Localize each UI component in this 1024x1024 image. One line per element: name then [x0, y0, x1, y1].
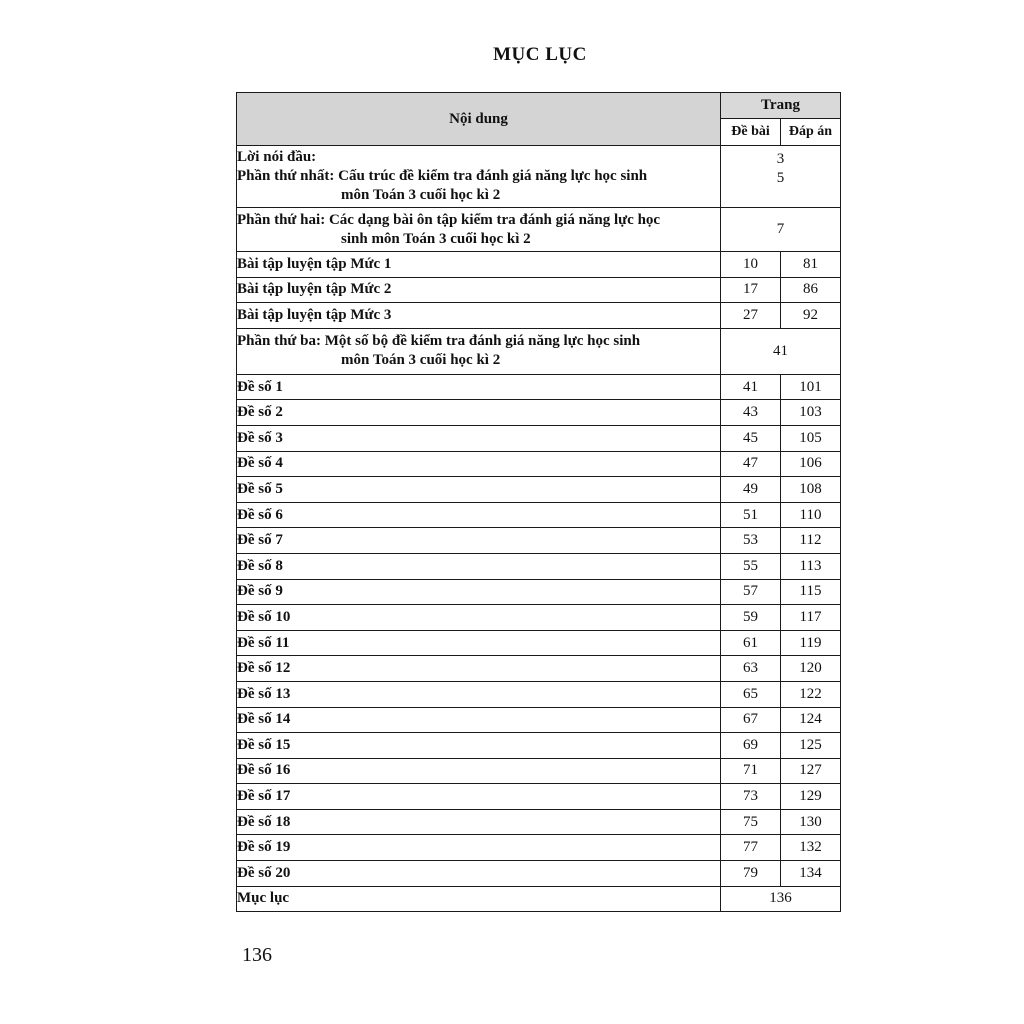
practice-row-de-bai: 17: [721, 277, 781, 303]
test-row-dap-an: 117: [781, 605, 841, 631]
test-row-dap-an: 106: [781, 451, 841, 477]
test-row-label: Đề số 12: [237, 656, 721, 682]
test-row-dap-an: 120: [781, 656, 841, 682]
toc-row-phan-2: [237, 208, 841, 252]
test-row-dap-an: 130: [781, 809, 841, 835]
test-row-label: Đề số 5: [237, 477, 721, 503]
test-row: [237, 553, 841, 579]
test-row-de-bai: 79: [721, 861, 781, 887]
test-row-dap-an: 132: [781, 835, 841, 861]
test-row-dap-an: 105: [781, 425, 841, 451]
test-row-de-bai: 77: [721, 835, 781, 861]
test-row-dap-an: 119: [781, 630, 841, 656]
test-row-de-bai: 53: [721, 528, 781, 554]
test-row: [237, 784, 841, 810]
muc-luc-label: Mục lục: [237, 886, 721, 912]
test-row-label: Đề số 18: [237, 809, 721, 835]
phan-2-page: 7: [721, 208, 841, 252]
test-row-dap-an: 108: [781, 477, 841, 503]
test-row-de-bai: 51: [721, 502, 781, 528]
test-row-dap-an: 134: [781, 861, 841, 887]
test-row-dap-an: 103: [781, 400, 841, 426]
test-row-de-bai: 55: [721, 553, 781, 579]
header-trang: Trang: [721, 93, 841, 119]
test-row-dap-an: 127: [781, 758, 841, 784]
page-title: MỤC LỤC: [493, 44, 587, 65]
test-row: [237, 707, 841, 733]
test-row-dap-an: 125: [781, 733, 841, 759]
phan-1-line-2: môn Toán 3 cuối học kì 2: [341, 187, 501, 203]
test-row-de-bai: 73: [721, 784, 781, 810]
test-row-de-bai: 43: [721, 400, 781, 426]
practice-row-label: Bài tập luyện tập Mức 2: [237, 277, 721, 303]
test-row-dap-an: 115: [781, 579, 841, 605]
practice-row-de-bai: 27: [721, 303, 781, 329]
test-row: [237, 451, 841, 477]
test-row: [237, 809, 841, 835]
test-row: [237, 835, 841, 861]
phan-1-page: 5: [776, 170, 785, 186]
test-row-label: Đề số 10: [237, 605, 721, 631]
phan-1-line-1: Phần thứ nhất: Cấu trúc đề kiểm tra đánh giá năng lực học sinh: [237, 168, 648, 184]
test-row: [237, 861, 841, 887]
page-number: 136: [242, 944, 272, 966]
test-row-de-bai: 67: [721, 707, 781, 733]
test-row-label: Đề số 20: [237, 861, 721, 887]
practice-row-dap-an: 81: [781, 252, 841, 278]
test-row-dap-an: 101: [781, 374, 841, 400]
practice-row-dap-an: 92: [781, 303, 841, 329]
toc-table: [236, 92, 841, 912]
test-row-de-bai: 75: [721, 809, 781, 835]
toc-row-intro: [237, 146, 841, 208]
practice-row-label: Bài tập luyện tập Mức 1: [237, 252, 721, 278]
practice-row-de-bai: 10: [721, 252, 781, 278]
test-row: [237, 374, 841, 400]
test-row-de-bai: 65: [721, 681, 781, 707]
toc-row-muc-luc: [237, 886, 841, 912]
test-row-label: Đề số 6: [237, 502, 721, 528]
test-row-dap-an: 112: [781, 528, 841, 554]
test-row: [237, 579, 841, 605]
test-row: [237, 605, 841, 631]
test-row-de-bai: 45: [721, 425, 781, 451]
test-row: [237, 733, 841, 759]
toc-row-phan-3: [237, 328, 841, 374]
test-row-label: Đề số 3: [237, 425, 721, 451]
test-row: [237, 400, 841, 426]
test-row-label: Đề số 7: [237, 528, 721, 554]
test-row-dap-an: 110: [781, 502, 841, 528]
phan-2-line-1: Phần thứ hai: Các dạng bài ôn tập kiểm tra đánh giá năng lực học: [237, 211, 661, 228]
test-row-de-bai: 69: [721, 733, 781, 759]
phan-3-line-1: Phần thứ ba: Một số bộ đề kiểm tra đánh giá năng lực học sinh: [237, 333, 641, 350]
test-row-de-bai: 61: [721, 630, 781, 656]
test-row-dap-an: 129: [781, 784, 841, 810]
test-row-de-bai: 71: [721, 758, 781, 784]
loi-noi-dau: Lời nói đầu:: [237, 149, 317, 165]
test-row-dap-an: 122: [781, 681, 841, 707]
test-row: [237, 502, 841, 528]
test-row-de-bai: 57: [721, 579, 781, 605]
test-row: [237, 681, 841, 707]
practice-row: [237, 303, 841, 329]
header-de-bai: Đề bài: [721, 118, 781, 145]
phan-3-page: 41: [721, 328, 841, 374]
toc-intro-cell: [237, 146, 721, 208]
test-row-dap-an: 113: [781, 553, 841, 579]
test-row-label: Đề số 8: [237, 553, 721, 579]
test-row-label: Đề số 13: [237, 681, 721, 707]
test-row-de-bai: 59: [721, 605, 781, 631]
test-row-label: Đề số 19: [237, 835, 721, 861]
muc-luc-page: 136: [721, 886, 841, 912]
test-row: [237, 477, 841, 503]
practice-row-dap-an: 86: [781, 277, 841, 303]
header-dap-an: Đáp án: [781, 118, 841, 145]
practice-row-label: Bài tập luyện tập Mức 3: [237, 303, 721, 329]
practice-row: [237, 277, 841, 303]
phan-3-line-2: môn Toán 3 cuối học kì 2: [341, 352, 501, 369]
test-row: [237, 528, 841, 554]
practice-row: [237, 252, 841, 278]
test-row-label: Đề số 11: [237, 630, 721, 656]
test-row-label: Đề số 17: [237, 784, 721, 810]
test-row-label: Đề số 16: [237, 758, 721, 784]
test-row-label: Đề số 1: [237, 374, 721, 400]
test-row: [237, 758, 841, 784]
test-row-dap-an: 124: [781, 707, 841, 733]
test-row-label: Đề số 4: [237, 451, 721, 477]
test-row-de-bai: 47: [721, 451, 781, 477]
phan-2-line-2: sinh môn Toán 3 cuối học kì 2: [341, 230, 531, 247]
intro-pages: [721, 146, 841, 208]
loi-noi-dau-page: 3: [776, 151, 785, 167]
test-row-de-bai: 49: [721, 477, 781, 503]
test-row-label: Đề số 9: [237, 579, 721, 605]
test-row-de-bai: 41: [721, 374, 781, 400]
test-row-de-bai: 63: [721, 656, 781, 682]
test-row-label: Đề số 15: [237, 733, 721, 759]
header-content: Nội dung: [237, 93, 721, 146]
test-row-label: Đề số 14: [237, 707, 721, 733]
test-row: [237, 630, 841, 656]
test-row: [237, 425, 841, 451]
test-row-label: Đề số 2: [237, 400, 721, 426]
test-row: [237, 656, 841, 682]
